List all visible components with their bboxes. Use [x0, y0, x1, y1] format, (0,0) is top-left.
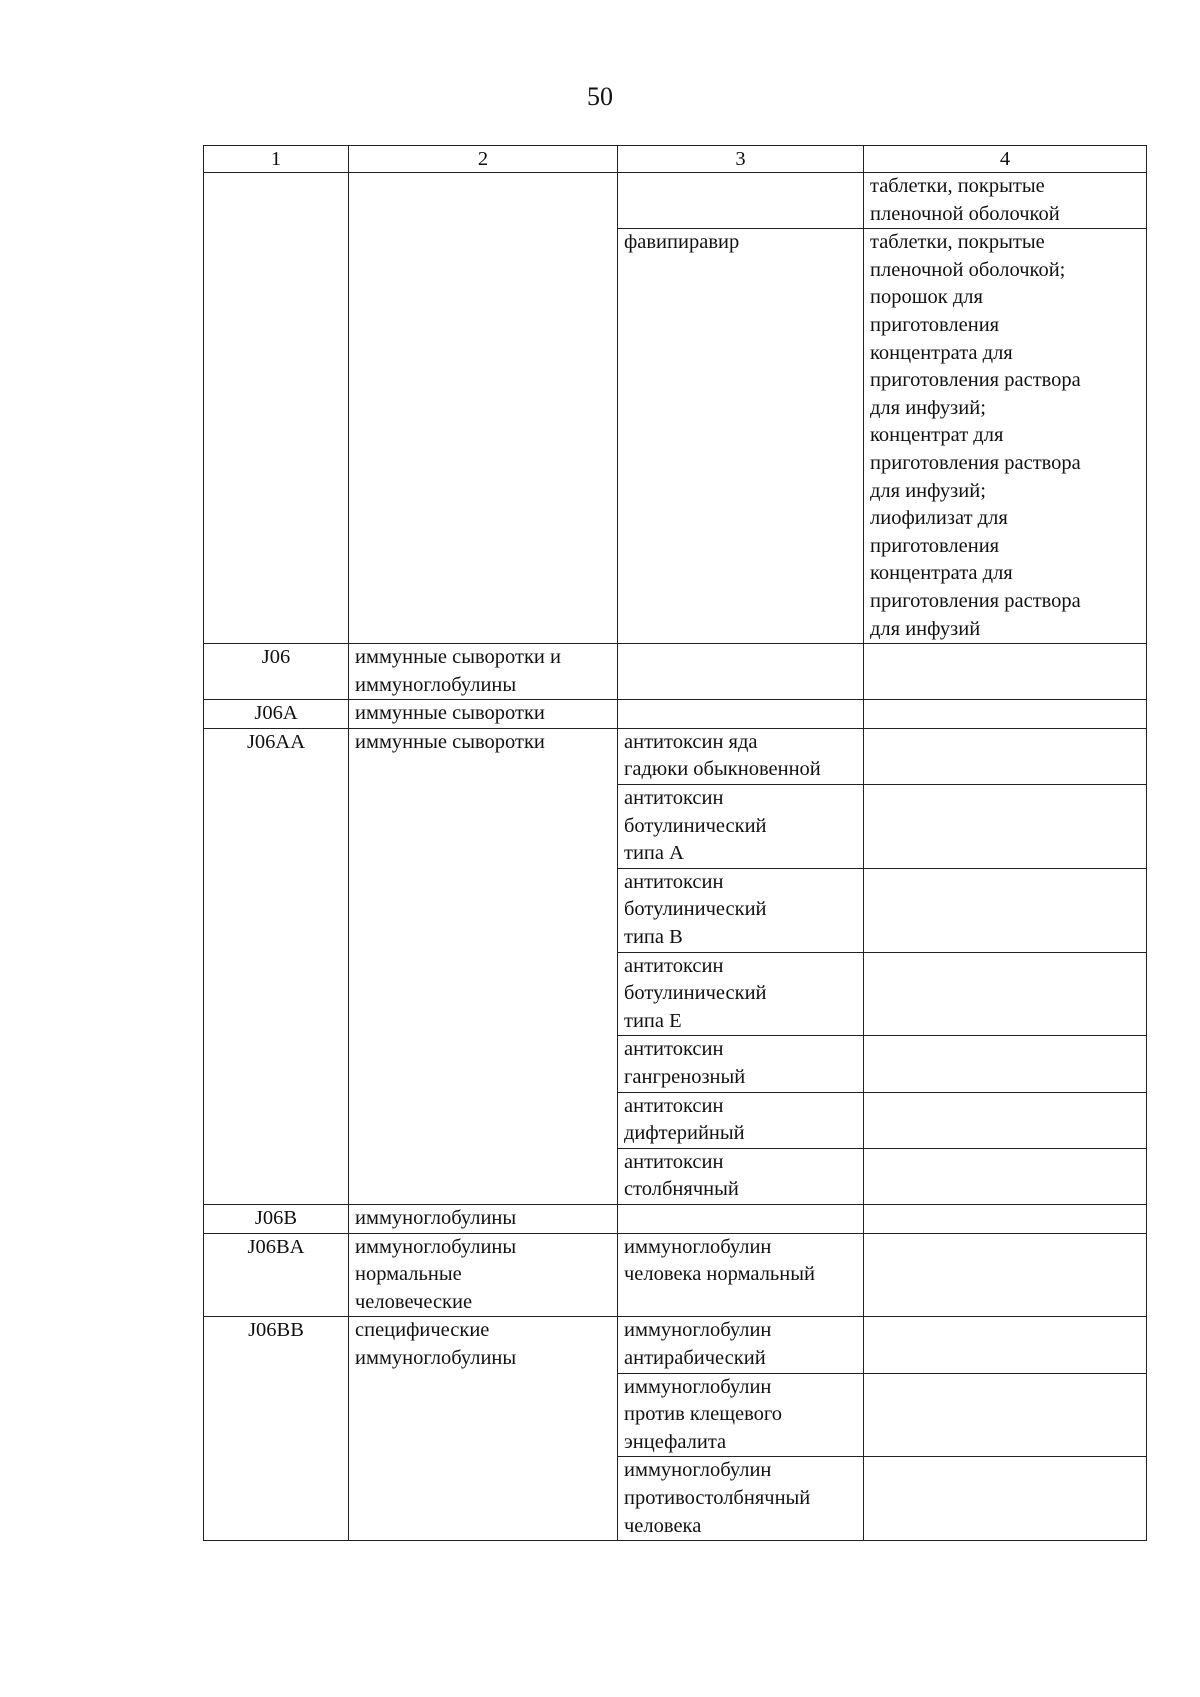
dosage-cell [864, 952, 1147, 1036]
code-cell: J06BA [204, 1233, 349, 1317]
name-line: иммуноглобулин [624, 1459, 772, 1482]
name-cell [618, 785, 864, 869]
name-line: гадюки обыкновенной [624, 758, 821, 781]
name-line: антитоксин яда [624, 730, 758, 753]
dosage-cell [864, 1036, 1147, 1092]
dosage-line: для инфузий; [870, 479, 986, 502]
name-line: типа E [624, 1009, 682, 1032]
group-line: иммунные сыворотки [355, 702, 545, 725]
name-line: человека нормальный [624, 1263, 815, 1286]
dosage-line: приготовления раствора [870, 369, 1081, 392]
dosage-cell [864, 644, 1147, 700]
name-line: антитоксин [624, 954, 724, 977]
dosage-cell [864, 785, 1147, 869]
header-col-2: 2 [349, 146, 618, 173]
dosage-line: для инфузий [870, 617, 981, 640]
name-line: энцефалита [624, 1430, 727, 1453]
name-cell [618, 728, 864, 784]
header-col-4: 4 [864, 146, 1147, 173]
group-line: иммуноглобулины [355, 1235, 517, 1258]
name-cell [618, 700, 864, 729]
name-cell [618, 229, 864, 644]
dosage-cell [864, 1373, 1147, 1457]
name-line: ботулинический [624, 982, 767, 1005]
name-line: противостолбнячный [624, 1486, 811, 1509]
name-cell [618, 1204, 864, 1233]
name-line: типа A [624, 842, 684, 865]
group-line: иммуноглобулины [355, 1346, 517, 1369]
group-line: человеческие [355, 1290, 473, 1313]
group-line: иммуноглобулины [355, 673, 517, 696]
group-line: иммунные сыворотки [355, 730, 545, 753]
dosage-cell [864, 700, 1147, 729]
name-line: антирабический [624, 1346, 766, 1369]
name-line: против клещевого [624, 1403, 783, 1426]
name-cell [618, 1148, 864, 1204]
dosage-cell [864, 1092, 1147, 1148]
name-line: фавипиравир [624, 231, 740, 254]
name-line: типа B [624, 926, 683, 949]
group-cell [349, 1317, 618, 1541]
group-cell [349, 1233, 618, 1317]
name-line: антитоксин [624, 1038, 724, 1061]
dosage-cell [864, 1457, 1147, 1541]
page-number: 50 [587, 82, 613, 111]
name-line: ботулинический [624, 814, 767, 837]
name-cell [618, 1233, 864, 1317]
name-cell [618, 173, 864, 229]
name-line: иммуноглобулин [624, 1375, 772, 1398]
dosage-line: приготовления раствора [870, 451, 1081, 474]
group-cell [349, 728, 618, 1204]
name-cell [618, 1373, 864, 1457]
dosage-cell [864, 1148, 1147, 1204]
dosage-line: таблетки, покрытые [870, 175, 1045, 197]
group-cell [349, 1204, 618, 1233]
dosage-line: концентрата для [870, 341, 1013, 364]
name-line: антитоксин [624, 1094, 724, 1117]
dosage-cell [864, 1233, 1147, 1317]
name-line: столбнячный [624, 1178, 739, 1201]
code-cell: J06BB [204, 1317, 349, 1541]
group-line: специфические [355, 1319, 490, 1342]
group-cell [349, 173, 618, 644]
name-line: антитоксин [624, 1150, 724, 1173]
dosage-cell [864, 173, 1147, 229]
group-cell [349, 644, 618, 700]
header-col-3: 3 [618, 146, 864, 173]
name-line: человека [624, 1514, 702, 1537]
name-cell [618, 644, 864, 700]
dosage-line: концентрат для [870, 424, 1004, 447]
name-line: иммуноглобулин [624, 1235, 772, 1258]
group-line: иммуноглобулины [355, 1206, 517, 1229]
dosage-line: приготовления раствора [870, 589, 1081, 612]
dosage-line: для инфузий; [870, 396, 986, 419]
group-line: нормальные [355, 1263, 462, 1286]
table-row [204, 1233, 1147, 1317]
code-cell [204, 173, 349, 644]
name-line: дифтерийный [624, 1122, 745, 1145]
dosage-cell [864, 1204, 1147, 1233]
dosage-line: пленочной оболочкой [870, 202, 1060, 225]
name-line: антитоксин [624, 870, 724, 893]
dosage-cell [864, 1317, 1147, 1373]
dosage-line: приготовления [870, 313, 1000, 336]
name-cell [618, 1317, 864, 1373]
name-line: антитоксин [624, 787, 724, 810]
group-cell [349, 700, 618, 729]
dosage-line: приготовления [870, 534, 1000, 557]
code-cell: J06 [204, 644, 349, 700]
code-cell: J06AA [204, 728, 349, 1204]
header-col-1: 1 [204, 146, 349, 173]
table-row [204, 173, 1147, 229]
dosage-cell [864, 229, 1147, 644]
name-cell [618, 1092, 864, 1148]
dosage-cell [864, 728, 1147, 784]
table-row [204, 1204, 1147, 1233]
table-row [204, 644, 1147, 700]
dosage-line: таблетки, покрытые [870, 231, 1045, 254]
code-cell: J06B [204, 1204, 349, 1233]
name-line: ботулинический [624, 898, 767, 921]
header-row [204, 146, 1147, 173]
table-row [204, 700, 1147, 729]
table-row [204, 728, 1147, 784]
name-cell [618, 1036, 864, 1092]
table-row [204, 1317, 1147, 1373]
dosage-line: порошок для [870, 286, 983, 309]
name-line: иммуноглобулин [624, 1319, 772, 1342]
name-cell [618, 868, 864, 952]
medicines-table [203, 145, 1147, 1541]
dosage-line: лиофилизат для [870, 507, 1008, 530]
name-cell [618, 952, 864, 1036]
code-cell: J06A [204, 700, 349, 729]
name-cell [618, 1457, 864, 1541]
group-line: иммунные сыворотки и [355, 646, 561, 669]
dosage-line: концентрата для [870, 562, 1013, 585]
dosage-line: пленочной оболочкой; [870, 258, 1066, 281]
dosage-cell [864, 868, 1147, 952]
name-line: гангренозный [624, 1066, 746, 1088]
